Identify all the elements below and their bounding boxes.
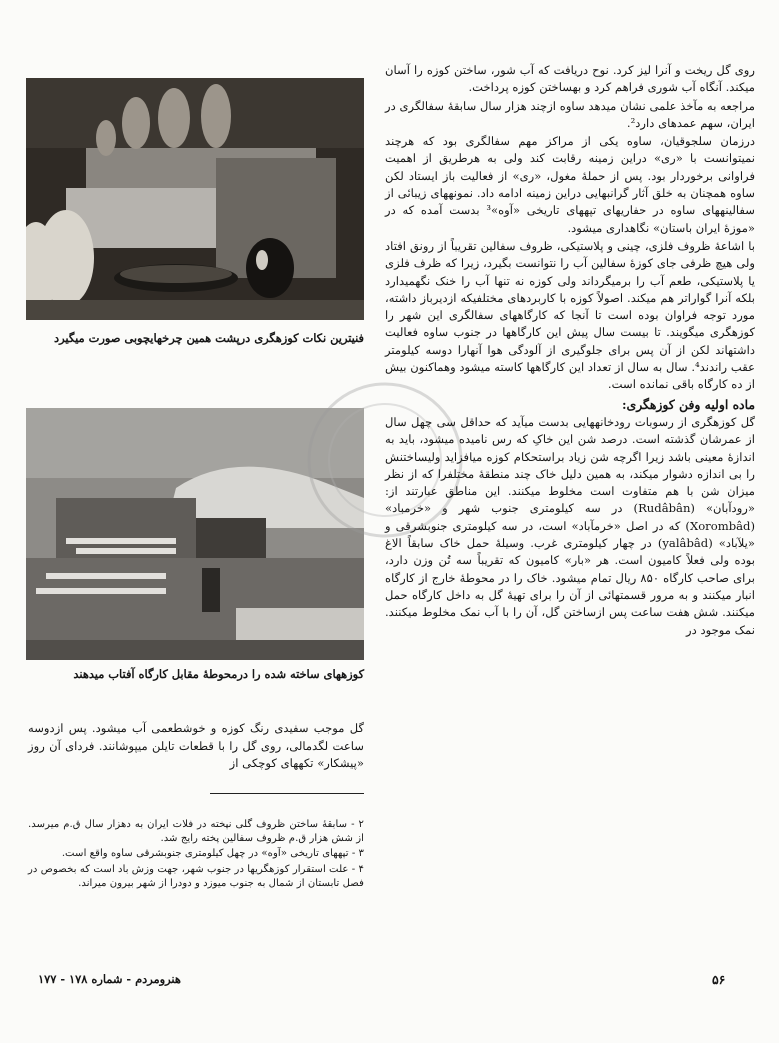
- footnote: ۳ - تپههای تاریخی «آوه» در چهل کیلومتری جنوبشرقی ساوه واقع است.: [61, 848, 364, 860]
- footnotes: [28, 818, 364, 892]
- article-left-continuation: [28, 720, 364, 773]
- paragraph: گل کوزهگری از رسوبات رودخانههایی بدست میآید که حداقل سی چهل سال از عمرشان گذشته است. درصد شن این خاکِ که رس نامیده میشود، باید به اندازهٔ معینی باشد زیرا اگرچه شن زیاد براستحکام کوزه میافزاید ولیساختنش را بی اندازه دشوار میکند، به همین دلیل خاک چند منطقهٔ مختلفرا که از نظر میزان شن با هم متفاوت است مخلوط میکنند. این مناطق عبارتند از: «رودآبان» (Rudâbân) در سه کیلومتری جنوب شهر و «خرمباد» (Xorombâd) که در اصل «خرمآباد» است، در سه کیلومتری جنوبشرقی و «یلآباد» (yalâbâd) در چهار کیلومتری غرب. وسیلهٔ حمل خاک سابقاً الاغ بوده ولی فعلاً کامیون است. هر «بار» کامیون که تقریباً سه تُن وزن دارد، برای صاحب کارگاه ۸۵۰ ریال تمام میشود. خاک را در محوطهٔ خارج از کارگاه انبار میکنند و به مرور قسمتهائی از آن را برای تهیهٔ گل به داخل کارگاه حمل میکنند. شش هفت ساعت پس ازساختن گل، آن را با آب نمک مخلوط میکنند. نمک موجود در: [385, 414, 755, 637]
- magazine-issue-label: هنرومردم - شماره ۱۷۸ - ۱۷۷: [38, 972, 181, 986]
- article-right-column: [385, 62, 755, 640]
- workshop-photo: [26, 78, 364, 320]
- footnote: ۲ - سابقهٔ ساختن ظروف گلی نپخته در فلات ایران به دهزار سال ق.م میرسد. از شش هزار ق.م ظروف سفالین پخته رایج شد.: [28, 819, 364, 845]
- paragraph: درزمان سلجوقیان، ساوه یکی از مراکز مهم سفالگری بود که هرچند نمیتوانست با «ری» دراین زمینه رقابت کند ولی به هرطریق از اهمیت فراوانی برخوردار بود. پس از حملهٔ مغول، «ری» از فعالیت باز ایستاد لکن ساوه همچنان به خلق آثار گرانبهایی دراین زمینه ادامه داد. نمونههای زیبائی از سفالینههای ساوه در حفاریهای تپههای تاریخی «آوه»³ بدست آمده که در «موزهٔ ایران باستان» نگاهداری میشود.: [385, 134, 755, 235]
- footnote-divider: [210, 793, 364, 794]
- photo-caption: کوزههای ساخته شده را درمحوطهٔ مقابل کارگاه آفتاب میدهند: [73, 667, 364, 681]
- section-heading: ماده اولیه وفن کوزهگری:: [621, 396, 755, 412]
- workshop-photo-drawing: [26, 78, 364, 320]
- paragraph: گل موجب سفیدی رنگ کوزه و خوشطعمی آب میشود. پس ازدوسه ساعت لگدمالی، روی گل را با قطعات تایلن میپوشانند. فردای آن روز «پیشکار» تکههای کوچکی از: [28, 721, 364, 770]
- paragraph: مراجعه به مآخذ علمی نشان میدهد ساوه ازچند هزار سال سابقهٔ سفالگری در ایران، سهم عمدهای دارد².: [385, 98, 755, 130]
- paragraph: با اشاعهٔ ظروف فلزی، چینی و پلاستیکی، ظروف سفالین تقریباً از رونق افتاد ولی هیچ ظرفی جای کوزهٔ سفالین آب را نتوانست بگیرد، زیرا که ظرف فلزی یا پلاستیکی، طعم آب را برمیگرداند ولی کوزه نه تنها آب را خنک نگهمیدارد بلکه آنرا گواراتر هم میکند. اصولاً کوزه با کاربردهای مختلفیکه ازدیرباز داشته، مورد توجه فراوان بوده است تا آنجا که کارگاههای سفالگری این شهر را کوزهگری میگویند. تا بیست سال پیش این کارگاهها در جنوب ساوه فعالیت داشتهاند لکن از آن پس برای جلوگیری از آلودگی هوا آنهارا دوسه کیلومتر عقب راندند⁴. سال به سال از تعداد این کارگاهها کاسته میشود وهماکنون بیش از ده کارگاه باقی نمانده است.: [385, 238, 755, 392]
- page-number: ۵۶: [712, 972, 726, 987]
- photo-caption: فنیترین نکات کوزهگری درپشت همین چرخهایچوبی صورت میگیرد: [54, 331, 364, 345]
- paragraph: روی گل ریخت و آنرا لیز کرد. نوح دریافت که آب شور، ساختن کوزه را آسان میکند. آنگاه آب شوری فراهم کرد و بهساختن کوزه پرداخت.: [385, 63, 755, 95]
- footnote: ۴ - علت استقرار کوزهگریها در جنوب شهر، جهت وزش باد است که بخصوص در فصل تابستان از شمال به جنوب میوزد و دودرا از شهر بیرون میراند.: [28, 863, 364, 889]
